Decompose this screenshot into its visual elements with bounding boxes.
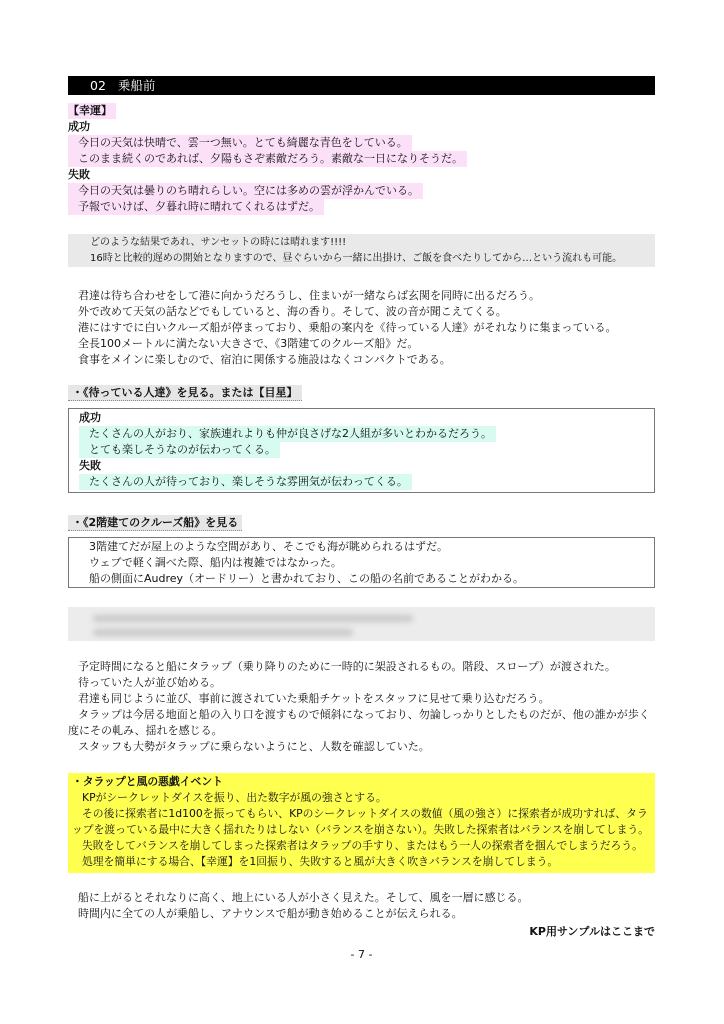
page-number: - 7 - (350, 948, 373, 961)
people-fail-line: たくさんの人が待っており、楽しそうな雰囲気が伝わってくる。 (79, 474, 412, 490)
section-number: 02 (90, 78, 106, 93)
luck-success-line: このまま続くのであれば、夕陽もさぞ素敵だろう。素敵な一日になりそうだ。 (68, 151, 467, 167)
luck-fail-line: 予報でいけば、夕暮れ時に晴れてくれるはずだ。 (68, 199, 324, 215)
section-title: 乗船前 (117, 78, 156, 93)
blurred-text (93, 615, 413, 622)
people-box (68, 408, 655, 493)
sample-end-note: KP用サンプルはここまで (529, 925, 655, 938)
narration-line: 外で改めて天気の話などでもしていると、海の香り。そして、波の音が聞こえてくる。 (78, 305, 507, 318)
fail-label: 失敗 (68, 168, 90, 181)
blurred-note (68, 607, 655, 641)
narration-line: スタッフも大勢がタラップに乗らないようにと、人数を確認していた。 (78, 740, 430, 753)
event-title: ・タラップと風の悪戯イベント (72, 775, 223, 788)
wind-event-box (68, 773, 655, 873)
narration-line: タラップは今居る地面と船の入り口を渡すもので傾斜になっており、勿論しっかりとしたものだが、他の誰かが歩く度にその軋み、揺れを感じる。 (68, 708, 650, 737)
ship-line: ウェブで軽く調べた際、船内は複雑ではなかった。 (89, 556, 342, 569)
success-label: 成功 (79, 411, 101, 424)
people-section-label: ・《待っている人達》を見る。または【目星】 (68, 385, 302, 401)
event-line: 失敗をしてバランスを崩してしまった探索者はタラップの手すり、またはもう一人の探索者を掴んでしまうだろう。 (82, 839, 643, 852)
people-success-line: たくさんの人がおり、家族連れよりも仲が良さげな2人組が多いとわかるだろう。 (79, 426, 496, 442)
section-header (68, 76, 655, 95)
narration-line: 全長100メートルに満たない大きさで、《3階建てのクルーズ船》だ。 (78, 337, 419, 350)
luck-check (68, 103, 655, 215)
narration-2 (68, 659, 655, 755)
ship-line: 船の側面にAudrey（オードリー）と書かれており、この船の名前であることがわかる。 (89, 572, 525, 585)
narration-line: 君達も同じように並び、事前に渡されていた乗船チケットをスタッフに見せて乗り込むだろう。 (78, 692, 550, 705)
people-success-line: とても楽しそうなのが伝わってくる。 (79, 442, 280, 458)
kp-note (68, 234, 655, 267)
success-label: 成功 (68, 120, 90, 133)
narration-line: 待っていた人が並び始める。 (78, 676, 221, 689)
luck-success-line: 今日の天気は快晴で、雲一つ無い。とても綺麗な青色をしている。 (68, 135, 412, 151)
narration-line: 食事をメインに楽しむので、宿泊に関係する施設はなくコンパクトである。 (78, 353, 451, 366)
narration-line: 予定時間になると船にタラップ（乗り降りのために一時的に架設されるもの。階段、スロープ）が渡された。 (78, 660, 616, 673)
narration-3 (68, 890, 655, 922)
luck-fail-line: 今日の天気は曇りのち晴れらしい。空には多めの雲が浮かんでいる。 (68, 183, 423, 199)
blurred-text (93, 629, 353, 636)
fail-label: 失敗 (79, 459, 101, 472)
luck-label: 【幸運】 (68, 103, 116, 119)
event-line: その後に探索者に1d100を振ってもらい、KPのシークレットダイスの数値（風の強さ）に探索者が成功すれば、タラップを渡っている最中に大きく揺れたりはしない（バランスを崩さない）。失敗した探索者はバランスを崩してしまう。 (72, 807, 649, 836)
note-line: どのような結果であれ、サンセットの時には晴れます!!!! (90, 237, 347, 248)
event-line: 処理を簡単にする場合、【幸運】を1回振り、失敗すると風が大きく吹きバランスを崩してしまう。 (82, 855, 559, 868)
event-line: KPがシークレットダイスを振り、出た数字が風の強さとする。 (82, 791, 387, 804)
narration-line: 君達は待ち合わせをして港に向かうだろうし、住まいが一緒ならば玄関を同時に出るだろう。 (78, 289, 540, 302)
ship-box (68, 537, 655, 588)
note-line: 16時と比較的遅めの開始となりますので、昼ぐらいから一緒に出掛け、ご飯を食べたりしてから…という流れも可能。 (90, 252, 623, 264)
narration-1 (68, 288, 655, 368)
narration-line: 港にはすでに白いクルーズ船が停まっており、乗船の案内を《待っている人達》がそれなりに集まっている。 (78, 321, 617, 334)
ship-section-label: ・《2階建てのクルーズ船》を見る (68, 515, 242, 531)
narration-line: 時間内に全ての人が乗船し、アナウンスで船が動き始めることが伝えられる。 (78, 907, 463, 920)
ship-line: 3階建てだが屋上のような空間があり、そこでも海が眺められるはずだ。 (89, 540, 448, 553)
narration-line: 船に上がるとそれなりに高く、地上にいる人が小さく見えた。そして、風を一層に感じる。 (78, 891, 529, 904)
